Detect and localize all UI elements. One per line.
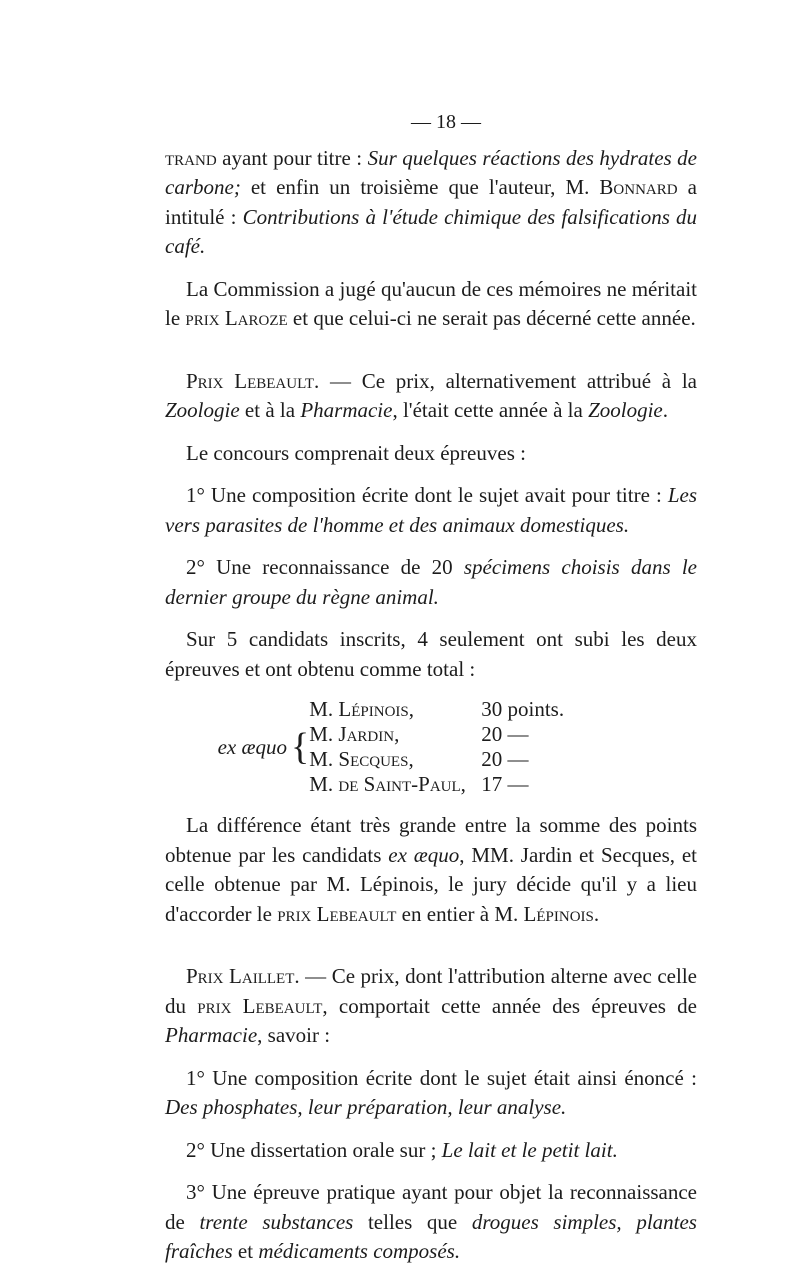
- paragraph-candidats: Sur 5 candidats inscrits, 4 seulement ont subi les deux épreuves et ont obtenu comme total :: [165, 627, 697, 681]
- ex-aequo-label: ex æquo: [217, 734, 287, 759]
- paragraph-continuation: trand ayant pour titre : Sur quelques réactions des hydrates de carbone; et enfin un troisième que l'auteur, M. Bonnard a intitulé : Contributions à l'étude chimique des falsifications du café.: [165, 145, 698, 258]
- candidate-points: 20 —: [481, 722, 529, 746]
- prize-name: prix Lebeault: [277, 901, 397, 926]
- page-number: — 18 —: [411, 111, 481, 133]
- paragraph-laillet-epreuve-1: 1° Une composition écrite dont le sujet était ainsi énoncé : Des phosphates, leur préparation, leur analyse.: [165, 1065, 697, 1119]
- author-name: trand: [165, 145, 217, 170]
- candidate-points: 30 points.: [481, 697, 565, 721]
- candidate-points: 17 —: [481, 772, 529, 796]
- section-gap: [165, 347, 697, 367]
- paragraph-epreuve-2: 2° Une reconnaissance de 20 spécimens choisis dans le dernier groupe du règne animal.: [165, 555, 697, 609]
- section-heading: Prix Laillet.: [186, 964, 300, 988]
- subject-title: Les vers parasites de l'homme et des animaux domestiques.: [165, 483, 697, 537]
- results-table: [165, 697, 564, 797]
- prize-name: prix Lebeault: [197, 993, 323, 1018]
- subject-title: spécimens choisis dans le dernier groupe du règne animal.: [165, 555, 697, 609]
- memoir-title: Contributions à l'étude chimique des falsifications du café.: [165, 204, 698, 258]
- memoir-title: Sur quelques réactions des hydrates de carbone;: [165, 145, 697, 199]
- candidate-points: 20 —: [481, 747, 529, 771]
- paragraph-laillet-epreuve-2: 2° Une dissertation orale sur ; Le lait et le petit lait.: [186, 1137, 618, 1162]
- paragraph-concours: Le concours comprenait deux épreuves :: [186, 440, 526, 465]
- page-body: [165, 108, 697, 1280]
- section-heading: Prix Lebeault.: [186, 368, 320, 393]
- table-row: [165, 697, 564, 722]
- paragraph-decision: La différence étant très grande entre la somme des points obtenue par les candidats ex æquo, MM. Jardin et Secques, et celle obtenue par M. Lépinois, le jury décide qu'il y a lieu d'accorder le prix Lebeault en entier à M. Lépinois.: [165, 813, 698, 926]
- candidate-name: M. Secques,: [309, 747, 414, 771]
- paragraph-prix-lebeault: Prix Lebeault. — Ce prix, alternativement attribué à la Zoologie et à la Pharmacie, l'était cette année à la Zoologie.: [165, 368, 697, 422]
- curly-brace: {: [291, 725, 310, 768]
- subject-title: Des phosphates, leur préparation, leur analyse.: [165, 1095, 567, 1119]
- paragraph-epreuve-1: 1° Une composition écrite dont le sujet avait pour titre : Les vers parasites de l'homme et des animaux domestiques.: [165, 483, 697, 537]
- paragraph-prix-laillet: Prix Laillet. — Ce prix, dont l'attribution alterne avec celle du prix Lebeault, comportait cette année des épreuves de Pharmacie, savoir :: [165, 964, 698, 1047]
- candidate-name: Lépinois: [523, 901, 594, 926]
- paragraph-commission: La Commission a jugé qu'aucun de ces mémoires ne méritait le prix Laroze et que celui-ci ne serait pas décerné cette année.: [165, 276, 697, 330]
- table-row: [165, 772, 564, 797]
- paragraph-laillet-epreuve-3: 3° Une épreuve pratique ayant pour objet la reconnaissance de trente substances telles que drogues simples, plantes fraîches et médicaments composés.: [165, 1180, 697, 1263]
- candidate-name: M. Jardin,: [309, 722, 400, 746]
- prize-name: Laroze: [224, 306, 288, 330]
- table-row: [165, 722, 564, 747]
- subject-title: Le lait et le petit lait.: [441, 1137, 618, 1162]
- author-name: Bonnard: [599, 175, 678, 199]
- candidate-name: M. de Saint-Paul,: [309, 772, 466, 796]
- candidate-name: M. Lépinois,: [309, 697, 415, 721]
- section-gap: [165, 942, 697, 962]
